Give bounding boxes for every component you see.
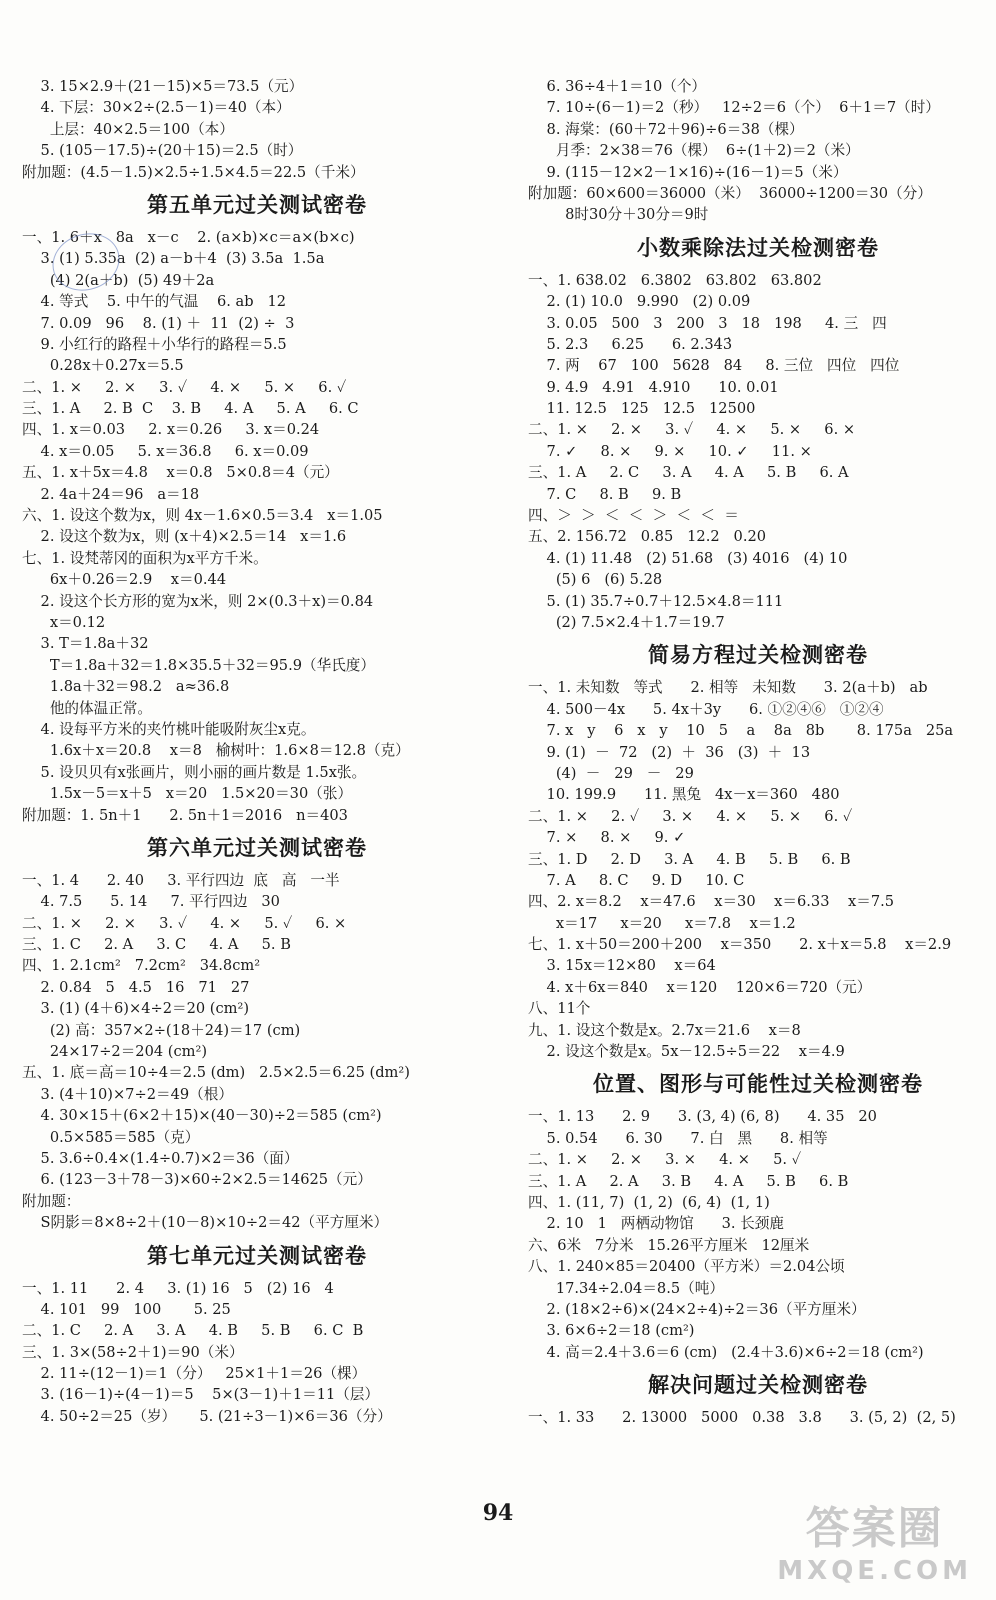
answer-line: 七、1. 设梵蒂冈的面积为x平方千米。	[22, 549, 268, 567]
answer-line: 7. ✓ 8. × 9. × 10. ✓ 11. ×	[528, 442, 812, 460]
answer-line: 七、1. x＋50＝200＋200 x＝350 2. x＋x＝5.8 x＝2.9	[528, 936, 952, 954]
answer-line: 2. 设这个长方形的宽为x米，则 2×(0.3＋x)＝0.84	[22, 592, 374, 610]
right-column	[528, 76, 988, 1428]
section-heading: 小数乘除法过关检测密卷	[637, 235, 879, 260]
answer-line: 6x＋0.26＝2.9 x＝0.44	[22, 571, 227, 589]
answer-line: 3. 15x＝12×80 x＝64	[528, 957, 716, 975]
answer-line: 4. 下层：30×2÷(2.5－1)＝40（本）	[22, 99, 291, 117]
answer-line: 九、1. 设这个数是x。2.7x＝21.6 x＝8	[528, 1021, 801, 1039]
answer-line: 4. x＝0.05 5. x＝36.8 6. x＝0.09	[22, 442, 309, 460]
answer-line: 7. 两 67 100 5628 84 8. 三位 四位 四位	[528, 357, 900, 375]
answer-line: 24×17÷2＝204 (cm²)	[22, 1043, 208, 1061]
answer-line: 三、1. D 2. D 3. A 4. B 5. B 6. B	[528, 850, 851, 868]
section-heading: 解决问题过关检测密卷	[648, 1373, 868, 1398]
answer-line: 八、1. 240×85＝20400（平方米）＝2.04公顷	[528, 1258, 845, 1276]
answer-line: 4. (1) 11.48 (2) 51.68 (3) 4016 (4) 10	[528, 549, 848, 567]
answer-line: 9. (1) － 72 (2) ＋ 36 (3) ＋ 13	[528, 743, 811, 761]
answer-line: 他的体温正常。	[22, 699, 152, 717]
answer-line: 7. C 8. B 9. B	[528, 485, 682, 503]
answer-line: 一、1. 11 2. 4 3. (1) 16 5 (2) 16 4	[22, 1279, 334, 1297]
answer-line: 二、1. × 2. ✓ 3. × 4. × 5. × 6. ✓	[528, 807, 853, 825]
answer-line: 5. (105－17.5)÷(20＋15)＝2.5（时）	[22, 142, 303, 160]
answer-line: 7. x y 6 x y 10 5 a 8a 8b 8. 175a 25a	[528, 722, 954, 740]
answer-line: 上层：40×2.5＝100（本）	[22, 120, 234, 138]
answer-line: 2. 0.84 5 4.5 16 71 27	[22, 978, 250, 996]
answer-line: S阴影＝8×8÷2＋(10－8)×10÷2＝42（平方厘米）	[22, 1214, 389, 1232]
answer-line: 五、1. x＋5x＝4.8 x＝0.8 5×0.8＝4（元）	[22, 464, 339, 482]
answer-line: 1.5x－5＝x＋5 x＝20 1.5×20＝30（张）	[22, 785, 353, 803]
answer-line: 7. × 8. × 9. ✓	[528, 829, 686, 847]
watermark-url-text: MXQE.COM	[777, 1556, 972, 1586]
answer-line: (2) 7.5×2.4＋1.7＝19.7	[528, 613, 725, 631]
answer-line: 四、2. x＝8.2 x＝47.6 x＝30 x＝6.33 x＝7.5	[528, 893, 895, 911]
answer-line: 3. 15×2.9＋(21－15)×5＝73.5（元）	[22, 78, 304, 95]
section-heading: 第五单元过关测试密卷	[147, 192, 367, 217]
answer-line: 2. 11÷(12－1)＝1（分） 25×1＋1＝26（棵）	[22, 1365, 367, 1383]
section-heading: 第七单元过关测试密卷	[147, 1243, 367, 1268]
answer-line: (4) － 29 － 29	[528, 764, 694, 782]
answer-line: 9. (115－12×2－1×16)÷(16－1)＝5（米）	[528, 163, 848, 181]
answer-line: 四、1. 2.1cm² 7.2cm² 34.8cm²	[22, 957, 261, 975]
answer-line: 0.5×585＝585（克）	[22, 1128, 200, 1146]
answer-line: 附加题：(4.5－1.5)×2.5÷1.5×4.5＝22.5（千米）	[22, 163, 365, 181]
answer-line: 三、1. A 2. C 3. A 4. A 5. B 6. A	[528, 464, 849, 482]
answer-line: 9. 4.9 4.91 4.910 10. 0.01	[528, 378, 779, 396]
answer-line: 2. (1) 10.0 9.990 (2) 0.09̇	[528, 293, 751, 311]
answer-line: 八、11个	[528, 1000, 591, 1018]
answer-line: 二、1. × 2. × 3. ✓ 4. × 5. × 6. ✓	[22, 378, 347, 396]
answer-line: 8. 海棠：(60＋72＋96)÷6＝38（棵）	[528, 120, 804, 138]
answer-line: 7. A 8. C 9. D 10. C	[528, 871, 745, 889]
answer-line: 4. 7.5 5. 14 7. 平行四边 30	[22, 893, 280, 911]
section-heading: 简易方程过关检测密卷	[648, 643, 868, 668]
section-heading: 位置、图形与可能性过关检测密卷	[593, 1072, 923, 1097]
answer-line: 0.28x＋0.27x＝5.5	[22, 357, 184, 375]
answer-line: 4. 30×15＋(6×2＋15)×(40－30)÷2＝585 (cm²)	[22, 1107, 382, 1125]
answer-line: x＝17 x＝20 x＝7.8 x＝1.2	[528, 914, 796, 932]
answer-line: 11. 12.5 125 12.5 12500	[528, 400, 756, 418]
answer-line: 9. 小红行的路程＋小华行的路程＝5.5	[22, 335, 287, 353]
answer-line: 附加题：	[22, 1192, 81, 1210]
answer-line: 三、1. 3×(58÷2＋1)＝90（米）	[22, 1343, 244, 1361]
answer-line: 2. 设这个数是x。5x－12.5÷5＝22 x＝4.9	[528, 1043, 845, 1061]
answer-line: 17.34÷2.04＝8.5（吨）	[528, 1279, 724, 1297]
answer-line: 四、＞ ＞ ＜ ＜ ＞ ＜ ＜ ＝	[528, 507, 739, 525]
answer-line: 一、1. 6＋x 8a x－c 2. (a×b)×c＝a×(b×c)	[22, 228, 355, 246]
answer-line: 月季：2×38＝76（棵） 6÷(1＋2)＝2（米）	[528, 142, 860, 160]
answer-line: 3. T＝1.8a＋32	[22, 635, 149, 653]
answer-line: 2. 设这个数为x，则 (x＋4)×2.5＝14 x＝1.6	[22, 528, 347, 546]
answer-line: 四、1. (11, 7) (1, 2) (6, 4) (1, 1)	[528, 1193, 770, 1211]
answer-line: 4. 设每平方米的夹竹桃叶能吸附灰尘x克。	[22, 720, 316, 738]
answer-line: 二、1. × 2. × 3. ✓ 4. × 5. ✓ 6. ×	[22, 914, 347, 932]
answer-line: 4. 500－4x 5. 4x＋3y 6. ①②④⑥ ①②④	[528, 700, 884, 718]
answer-line: 一、1. 未知数 等式 2. 相等 未知数 3. 2(a＋b) ab	[528, 679, 928, 697]
answer-line: 附加题：60×600＝36000（米） 36000÷1200＝30（分）	[528, 184, 932, 202]
answer-line: 3. 0.05 500 3 200 3 18 198 4. 三 四	[528, 314, 887, 332]
answer-line: 一、1. 638.02 6.3802 63.802 63.802	[528, 271, 822, 289]
answer-line: 4. x＋6x＝840 x＝120 120×6＝720（元）	[528, 978, 872, 996]
answer-line: 5. 2.3 6.25 6. 2.34̇3̇	[528, 335, 733, 353]
answer-line: 二、1. C 2. A 3. A 4. B 5. B 6. C B	[22, 1322, 364, 1340]
page-number: 94	[482, 1500, 514, 1526]
answer-line: 5. (1) 35.7÷0.7＋12.5×4.8＝111	[528, 592, 784, 610]
answer-line: 8时30分＋30分＝9时	[528, 206, 709, 224]
answer-line: 一、1. 33 2. 13000 5000 0.38 3.8 3. (5, 2) (2, 5)	[528, 1409, 956, 1427]
answer-line: 一、1. 13 2. 9 3. (3, 4) (6, 8) 4. 35 20	[528, 1108, 877, 1126]
answer-line: 10. 199.9 11. 黑兔 4x－x＝360 480	[528, 786, 840, 804]
answer-line: 三、1. A 2. B C 3. B 4. A 5. A 6. C	[22, 400, 359, 418]
answer-line: 2. (18×2÷6)×(24×2÷4)÷2＝36（平方厘米）	[528, 1300, 866, 1318]
answer-line: 6. 36÷4＋1＝10（个）	[528, 78, 707, 95]
answer-line: 6. (123－3＋78－3)×60÷2×2.5＝14625（元）	[22, 1171, 372, 1189]
answer-line: x＝0.12	[22, 613, 106, 631]
answer-line: 二、1. × 2. × 3. × 4. × 5. ✓	[528, 1151, 802, 1169]
answer-line: 5. 3.6÷0.4×(1.4÷0.7)×2＝36（面）	[22, 1149, 299, 1167]
answer-line: 3. (1) 5.35a (2) a－b＋4 (3) 3.5a 1.5a	[22, 250, 325, 268]
answer-line: 3. 6×6÷2＝18 (cm²)	[528, 1322, 695, 1340]
answer-line: 7. 10÷(6－1)＝2（秒） 12÷2＝6（个） 6＋1＝7（时）	[528, 99, 940, 117]
answer-line: 六、1. 设这个数为x，则 4x－1.6×0.5＝3.4 x＝1.05	[22, 507, 383, 525]
answer-line: 4. 101 99 100 5. 25	[22, 1300, 231, 1318]
watermark	[777, 1492, 972, 1586]
answer-line: 六、6米 7分米 15.26平方厘米 12厘米	[528, 1236, 810, 1254]
answer-line: 二、1. × 2. × 3. ✓ 4. × 5. × 6. ×	[528, 421, 856, 439]
answer-line: 4. 50÷2＝25（岁） 5. (21÷3－1)×6＝36（分）	[22, 1407, 392, 1425]
answer-line: 五、1. 底＝高＝10÷4＝2.5 (dm) 2.5×2.5＝6.25 (dm²)	[22, 1064, 410, 1082]
watermark-logo-text: 答案圈	[805, 1503, 944, 1554]
answer-line: 1.8a＋32＝98.2 a≈36.8	[22, 678, 230, 696]
answer-line: (5) 6 (6) 5.28	[528, 571, 663, 589]
answer-line: 附加题：1. 5n＋1 2. 5n＋1＝2016 n＝403	[22, 806, 348, 824]
answer-line: (2) 高：357×2÷(18＋24)＝17 (cm)	[22, 1021, 301, 1039]
answer-line: 4. 等式 5. 中午的气温 6. ab 12	[22, 293, 287, 311]
answer-line: 5. 0.54 6. 30 7. 白 黑 8. 相等	[528, 1129, 828, 1147]
answer-line: 五、2. 156.72 0.85 12.2 0.20	[528, 528, 767, 546]
answer-line: 3. (4＋10)×7÷2＝49（根）	[22, 1085, 233, 1103]
answer-line: T＝1.8a＋32＝1.8×35.5＋32＝95.9（华氏度）	[22, 656, 375, 674]
answer-line: (4) 2(a＋b) (5) 49＋2a	[22, 271, 215, 289]
answer-line: 三、1. C 2. A 3. C 4. A 5. B	[22, 936, 291, 954]
answer-line: 1.6x＋x＝20.8 x＝8 榆树叶：1.6×8＝12.8（克）	[22, 742, 410, 760]
answer-line: 5. 设贝贝有x张画片，则小丽的画片数是 1.5x张。	[22, 763, 367, 781]
answer-line: 4. 高＝2.4＋3.6＝6 (cm) (2.4＋3.6)×6÷2＝18 (cm²)	[528, 1343, 924, 1361]
answer-line: 三、1. A 2. A 3. B 4. A 5. B 6. B	[528, 1172, 849, 1190]
answer-line: 3. (16－1)÷(4－1)＝5 5×(3－1)＋1＝11（层）	[22, 1386, 380, 1404]
answer-line: 2. 4a＋24＝96 a＝18	[22, 485, 200, 503]
answer-line: 四、1. x＝0.03 2. x＝0.26 3. x＝0.24	[22, 421, 320, 439]
answer-line: 3. (1) (4＋6)×4÷2＝20 (cm²)	[22, 1000, 250, 1018]
answer-line: 2. 10 1 两栖动物馆 3. 长颈鹿	[528, 1215, 784, 1233]
section-heading: 第六单元过关测试密卷	[147, 835, 367, 860]
answer-line: 7. 0.09 96 8. (1) ＋ 11 (2) ÷ 3	[22, 314, 295, 332]
answer-line: 一、1. 4 2. 40 3. 平行四边 底 高 一半	[22, 871, 340, 889]
